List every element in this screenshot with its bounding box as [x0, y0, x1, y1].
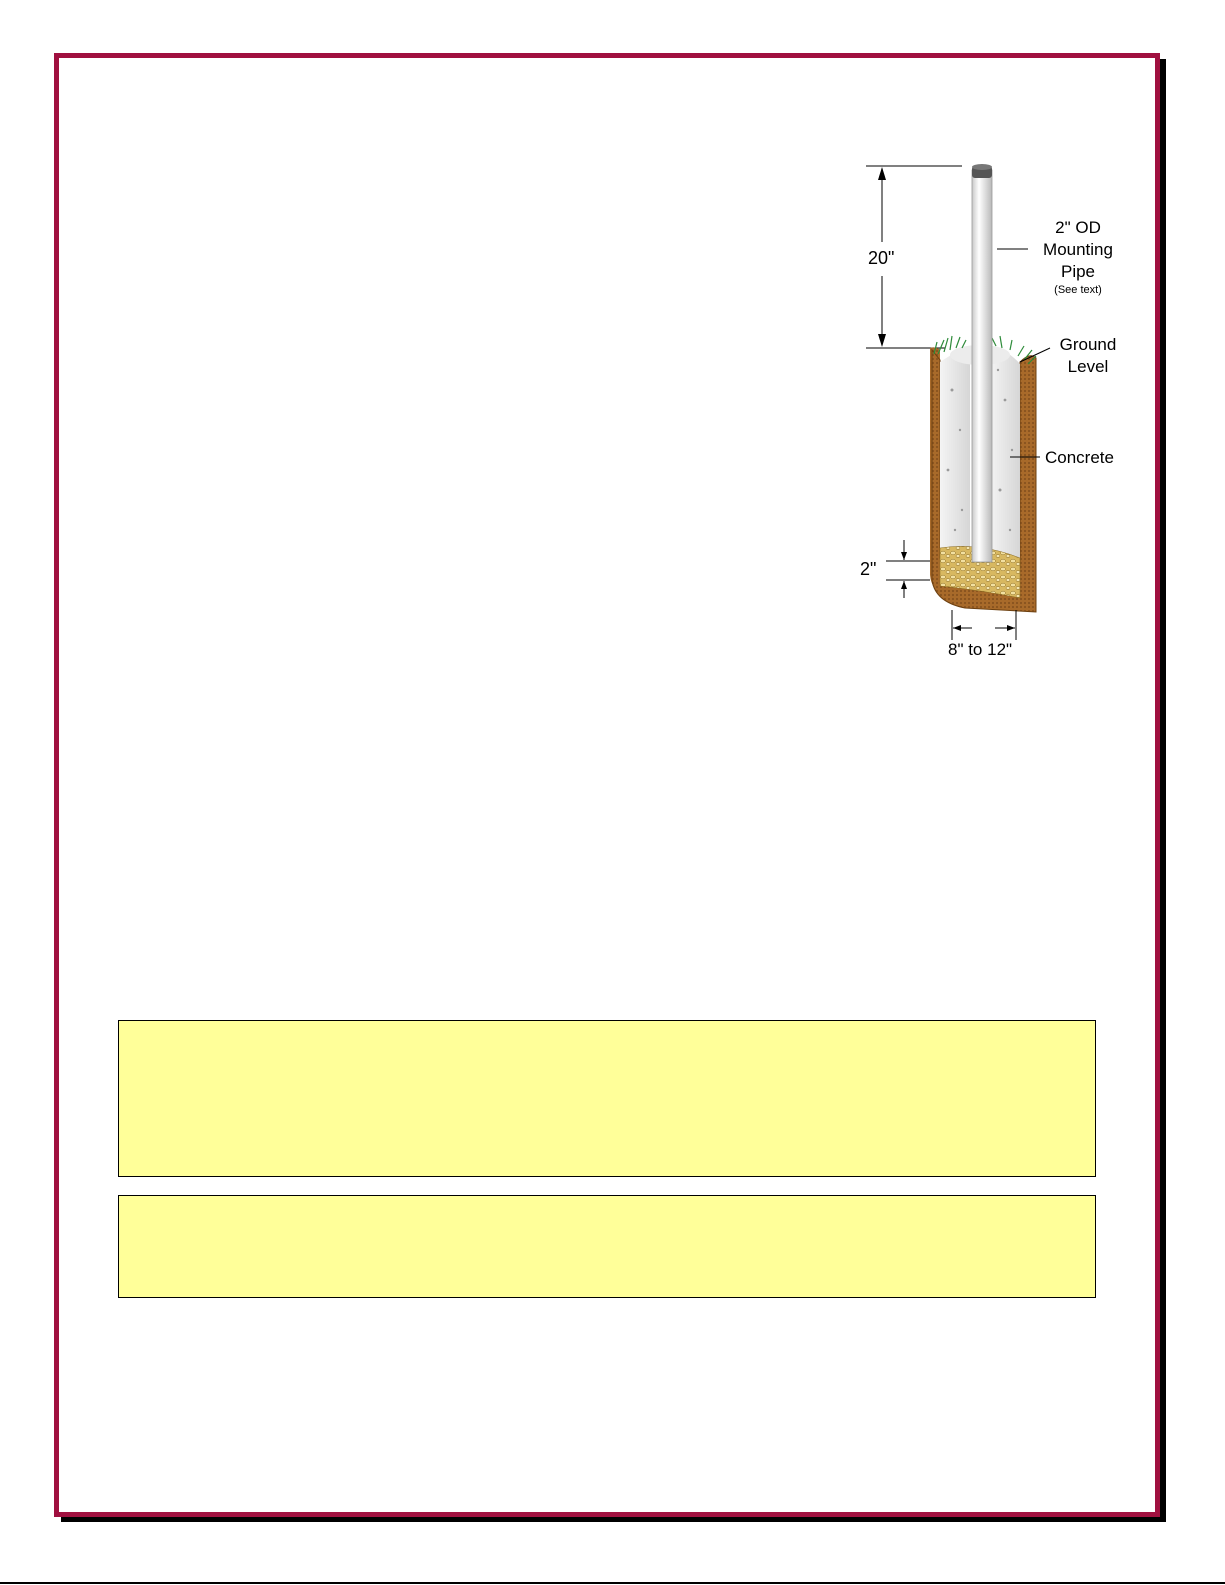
- width-dimension: [952, 610, 1016, 640]
- ground-label-line1: Ground: [1059, 335, 1117, 354]
- note-box-1: [118, 1020, 1096, 1177]
- ground-label-line2: Level: [1067, 357, 1109, 376]
- pipe-installation-diagram: [840, 150, 1150, 680]
- pipe-label-line3: Pipe: [1060, 262, 1096, 281]
- gravel-depth-label: 2": [860, 559, 877, 579]
- pipe-note: (See text): [1054, 284, 1102, 296]
- hole-width-label: 8" to 12": [948, 640, 1013, 659]
- pipe-label-line2: Mounting: [1043, 240, 1113, 259]
- bottom-rule: [0, 1582, 1225, 1584]
- concrete-label: Concrete: [1045, 448, 1114, 467]
- pipe-label-line1: 2" OD: [1055, 218, 1101, 237]
- gravel-depth-dimension: [886, 540, 930, 598]
- pipe-label: [1030, 217, 1126, 297]
- height-label: 20": [868, 248, 895, 268]
- mounting-pipe: [972, 164, 992, 562]
- ground-level-label: [1050, 334, 1126, 378]
- concrete-fill: [940, 346, 970, 560]
- note-box-2: [118, 1195, 1096, 1298]
